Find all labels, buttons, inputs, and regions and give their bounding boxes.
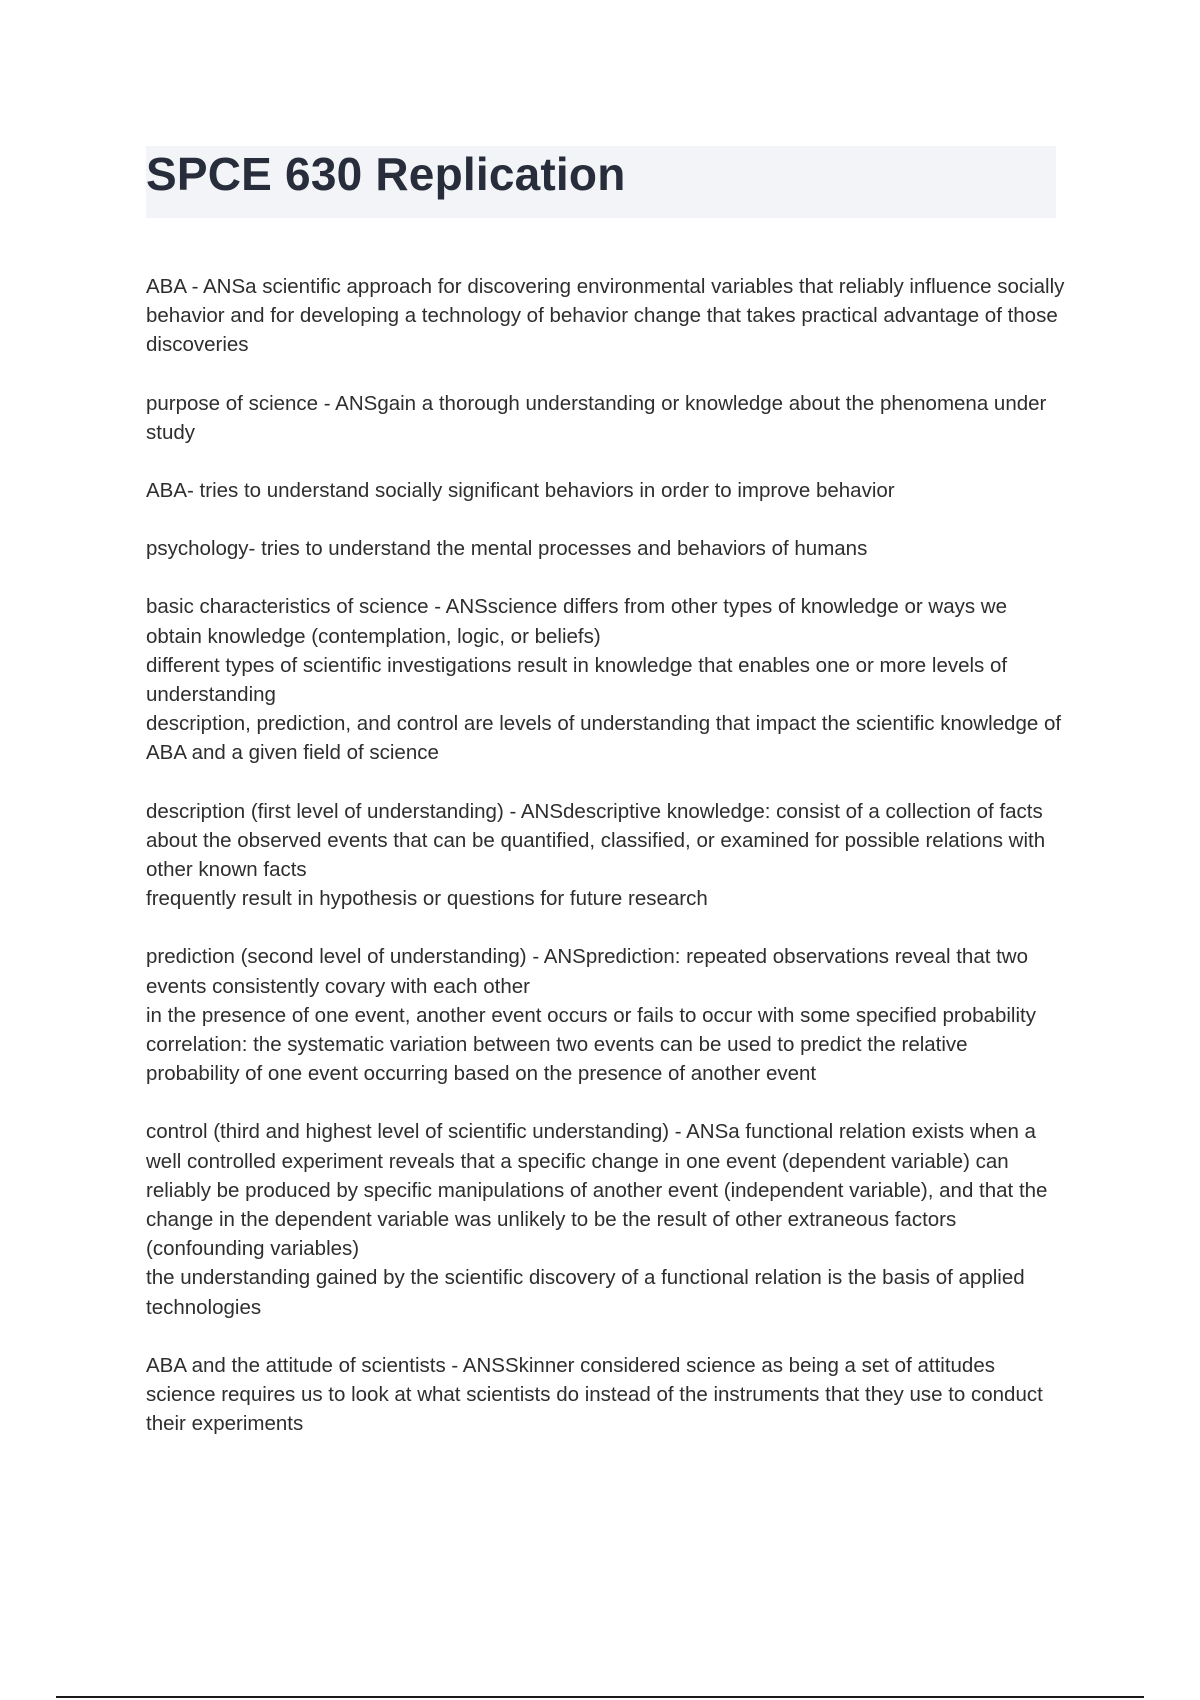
entry-description bbox=[146, 797, 1066, 914]
entry-prediction bbox=[146, 942, 1066, 1088]
entry-text: the understanding gained by the scientific discovery of a functional relation is the basis of applied technologies bbox=[146, 1266, 1025, 1319]
entry-text: description, prediction, and control are levels of understanding that impact the scientific knowledge of ABA and a given field of science bbox=[146, 712, 1062, 765]
entry-text: description (first level of understanding) - ANSdescriptive knowledge: consist of a collection of facts about the observed events that can be quantified, classified, or examined for possible relations with other known facts bbox=[146, 799, 1046, 882]
entry-basic-characteristics bbox=[146, 592, 1066, 767]
entry-text: different types of scientific investigations result in knowledge that enables one or more levels of understanding bbox=[146, 653, 1008, 707]
entry-psychology bbox=[146, 534, 1066, 563]
entry-text: science requires us to look at what scientists do instead of the instruments that they use to conduct their experiments bbox=[146, 1383, 1043, 1436]
entry-text: purpose of science - ANSgain a thorough understanding or knowledge about the phenomena under study bbox=[146, 391, 1047, 444]
entry-aba-understanding bbox=[146, 476, 1066, 505]
entry-text: control (third and highest level of scientific understanding) - ANSa functional relation exists when a well controlled experiment reveals that a specific change in one event (dependent variable) can reliably be produced by specific manipulations of another event (independent variable), and that the change in the dependent variable was unlikely to be the result of other extraneous factors (confounding variables) bbox=[146, 1120, 1048, 1261]
entry-text: basic characteristics of science - ANSscience differs from other types of knowledge or ways we obtain knowledge (contemplation, logic, or beliefs) bbox=[146, 595, 1007, 648]
entry-text: ABA and the attitude of scientists - ANSSkinner considered science as being a set of attitudes bbox=[146, 1353, 995, 1377]
document-body bbox=[146, 272, 1066, 1468]
entry-text: ABA- tries to understand socially significant behaviors in order to improve behavior bbox=[146, 479, 895, 503]
entry-text: ABA - ANSa scientific approach for discovering environmental variables that reliably influence socially behavior and for developing a technology of behavior change that takes practical advantage of those discoveries bbox=[146, 275, 1065, 357]
footer-divider bbox=[56, 1696, 1144, 1698]
entry-attitude-of-scientists bbox=[146, 1351, 1066, 1439]
entry-aba-definition bbox=[146, 272, 1066, 360]
entry-text: prediction (second level of understanding) - ANSprediction: repeated observations reveal that two events consistently covary with each other bbox=[146, 945, 1029, 998]
entry-text: psychology- tries to understand the mental processes and behaviors of humans bbox=[146, 537, 868, 561]
entry-text: in the presence of one event, another event occurs or fails to occur with some specified probability bbox=[146, 1003, 1036, 1027]
document-title: SPCE 630 Replication bbox=[146, 148, 626, 200]
entry-text: correlation: the systematic variation between two events can be used to predict the relative probability of one event occurring based on the presence of another event bbox=[146, 1033, 968, 1086]
entry-control bbox=[146, 1117, 1066, 1321]
entry-text: frequently result in hypothesis or questions for future research bbox=[146, 887, 708, 911]
entry-purpose-of-science bbox=[146, 389, 1066, 447]
